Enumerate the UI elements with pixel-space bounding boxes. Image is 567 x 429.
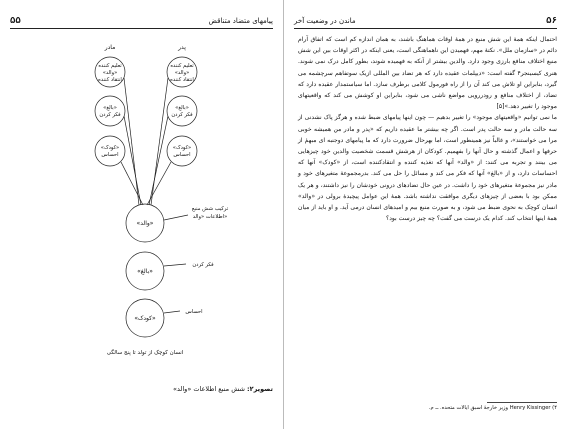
footnote-marker: ۴) [552, 405, 557, 411]
paragraph-2: ما نمی توانیم «واقعیتهای موجود» را تغییر بدهیم — چون اینها پیامهای ضبط شده و هرگز پاک نشدنی از سه حالت مادر و سه حالت پدر است. اگر چه بیشتر ما عقیده داریم که «پدر و مادر من همیشه خوبی مرا می خواستند»، و غالباً نیز همینطور است، اما بهرحال ضرورت دارد که ما پیامهای دوجنبه ای مبهمٔ از حرفها و اعمال گذشته و حال آنها را بفهمیم. کودکان از هرشش قسمت شخصیت والدین خود چیزهایی می بینند و تجربه می کنند: از «والد» آنها که تغذیه کننده و انتقادکننده است، از «کودک» آنها که احساسات دارد، و از «بالغ» آنها که فکر می کند و مسائل را حل می کند. بدرمجموعهٔ متغیرهای خود و مادر نیز مجموعهٔ متغیرهای خود را داشت. در عین حال تضادهای درونی خودشان را نیز داشتند، و هر یک ممکن بود با بعضی از چیزهای دیگری موافقت نداشته باشد. همهٔ این عوامل پیچیدهٔ برولی در «والد» انسان کوچک به نحوی ضبط می شود، و به صورت منبع بیم و امیدهای انسان درمی آید. و او باید از میان همهٔ اینها انتخاب کند. کدام یک درست می گفت؟ چه چیز درست بود؟ [298, 114, 557, 223]
pointer-line [164, 311, 180, 313]
father-parent-line3: انتقاد کننده [170, 77, 194, 83]
child-adult-node-label: «بالغ» [137, 268, 153, 275]
father-title: پدر [178, 44, 186, 51]
child-parent-side-line2: اطلاعات «والد» [192, 214, 228, 220]
left-page-header [10, 14, 273, 29]
mother-title: مادر [104, 44, 116, 51]
mother-child-line1: «کودک» [100, 145, 120, 151]
pointer-line [164, 264, 186, 266]
connector-line [149, 116, 168, 205]
figure-caption-text: شش منبع اطلاعات «والد» [173, 385, 245, 393]
child-parent-side-line1: ترکیب شش منبع [191, 206, 229, 212]
mother-adult-line1: «بالغ» [103, 105, 117, 111]
footnote [298, 404, 557, 412]
father-adult-circle [167, 96, 197, 126]
left-running-title: پیامهای متضاد متناقض [208, 17, 273, 25]
mother-child-circle [95, 136, 125, 166]
mother-parent-line1: تعلیم کننده [98, 63, 122, 69]
mother-child-line2: احساس [101, 152, 119, 158]
mother-parent-line2: «والد» [102, 70, 118, 76]
figure-caption [10, 385, 273, 393]
right-page-header [294, 14, 557, 29]
child-adult-side-label: فکر کردن [192, 262, 214, 268]
father-adult-line1: «بالغ» [175, 105, 189, 111]
mother-parent-line3: انتقاد کننده [98, 77, 122, 83]
mother-adult-line2: فکر کردن [99, 112, 121, 118]
father-child-line1: «کودک» [172, 145, 192, 151]
father-child-line2: احساس [173, 152, 191, 158]
father-adult-line2: فکر کردن [171, 112, 193, 118]
figure-number: تصویر۲: [247, 385, 273, 393]
pointer-line [164, 215, 188, 220]
six-sources-diagram [0, 28, 283, 408]
connector-line [151, 78, 168, 205]
father-parent-line2: «والد» [174, 70, 190, 76]
left-page-number: ۵۵ [10, 16, 21, 26]
child-child-side-label: احساس [185, 309, 203, 315]
right-page [284, 0, 567, 429]
father-child-circle [167, 136, 197, 166]
footnote-divider [487, 402, 557, 403]
right-page-number: ۵۶ [546, 16, 557, 26]
connector-line [124, 116, 141, 205]
connector-line [124, 78, 139, 205]
little-person-label: انسان کوچک از تولد تا پنج سالگی [106, 350, 184, 356]
child-child-node-label: «کودک» [134, 315, 156, 322]
child-parent-node-label: «والد» [136, 220, 154, 227]
body-text [298, 34, 557, 224]
right-running-title: ماندن در وضعیت آخر [294, 17, 356, 25]
father-parent-line1: تعلیم کننده [170, 63, 194, 69]
paragraph-1: احتمال اینکه همهٔ این شش منبع در همهٔ اوقات هماهنگ باشند، به همان اندازه کم است که اتفاق آرام دائم در «سازمان ملل». نکتهٔ مهم، فهمیدن این ناهماهنگی است، یعنی اینکه در اکثر اوقات بین این شش منبع اختلاف منافع بارزی وجود دارد. والدین بیشتر از آنکه به فهمیده شوند، بطور کامل درک نمی شوند. هنری کیسینجر۴ گفته است: «دیپلمات عقیده دارد که هر تضاد بین المللی ازیک سوتفاهم سرچشمه می گیرد، بنابراین او تلاش می کند آن را از راه فورمول کلامی برطرف سازد. اما سیاستمدار عقیده دارد که تضاد، از اختلاف منافع و رودررویی مواضع ناشی می شود، بنابراین او کوشش می کند که واقعیتهای موجود را تغییر دهد.»[۵] [298, 36, 558, 111]
footnote-text: وزیر خارجهٔ اسبق ایالات متحده. ــ م. [428, 405, 509, 411]
footnote-name: Henry Kissinger [509, 405, 551, 411]
connector-line [121, 162, 143, 205]
mother-adult-circle [95, 96, 125, 126]
connector-line [147, 162, 171, 205]
